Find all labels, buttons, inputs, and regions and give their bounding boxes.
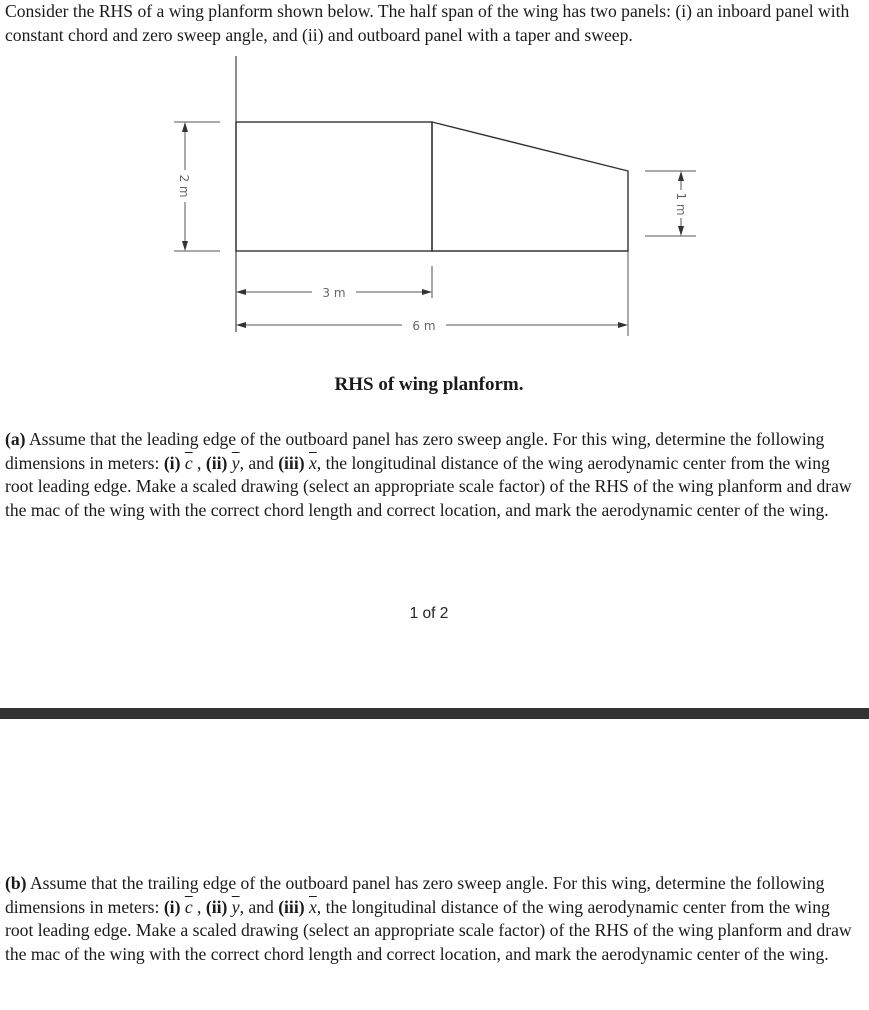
symbol-y-bar: $\overline{y}$ [231,452,240,473]
symbol-y-bar: $\overline{y}$ [231,896,240,917]
tip-chord-dim-label: 1 m [674,192,688,216]
symbol-c-bar: $\overline{c}$ [184,896,193,917]
figure-caption: RHS of wing planform. [334,374,524,395]
question-b-label: (b) [5,873,27,893]
half-span-dim-label: 6 m [412,319,436,333]
inboard-span-dim-label: 3 m [322,286,346,300]
question-a-label: (a) [5,429,26,449]
symbol-x-bar: $\overline{x}$ [308,452,317,473]
inboard-panel [236,122,432,251]
outboard-panel [432,122,628,251]
symbol-c-bar: $\overline{c}$ [184,452,193,473]
page-number: 1 of 2 [409,605,449,622]
symbol-x-bar: $\overline{x}$ [308,896,317,917]
page-divider [0,708,869,719]
question-b: (b) Assume that the trailing edge of the outboard panel has zero sweep angle. For this wing, determine the following dimensions in meters: (i) $\overline{c}$ , (ii) $\overline{y}$, and (iii) $\overline{x}$, the longitudinal distance of the wing aerodynamic center from the wing root leading edge. Make a scaled drawing (select an appropriate scale factor) of the RHS of the wing planform and draw the mac of the wing with the correct chord length and correct location, and mark the aerodynamic center of the wing. [5,873,852,964]
root-chord-dim-label: 2 m [177,174,191,198]
question-a: (a) Assume that the leading edge of the outboard panel has zero sweep angle. For this wing, determine the following dimensions in meters: (i) $\overline{c}$ , (ii) $\overline{y}$, and (iii) $\overline{x}$, the longitudinal distance of the wing aerodynamic center from the wing root leading edge. Make a scaled drawing (select an appropriate scale factor) of the RHS of the wing planform and draw the mac of the wing with the correct chord length and correct location, and mark the aerodynamic center of the wing. [5,429,852,520]
wing-planform-figure [140,52,720,352]
intro-paragraph: Consider the RHS of a wing planform shown below. The half span of the wing has two panels: (i) an inboard panel with constant chord and zero sweep angle, and (ii) and outboard panel with a taper and sweep. [5,1,850,45]
